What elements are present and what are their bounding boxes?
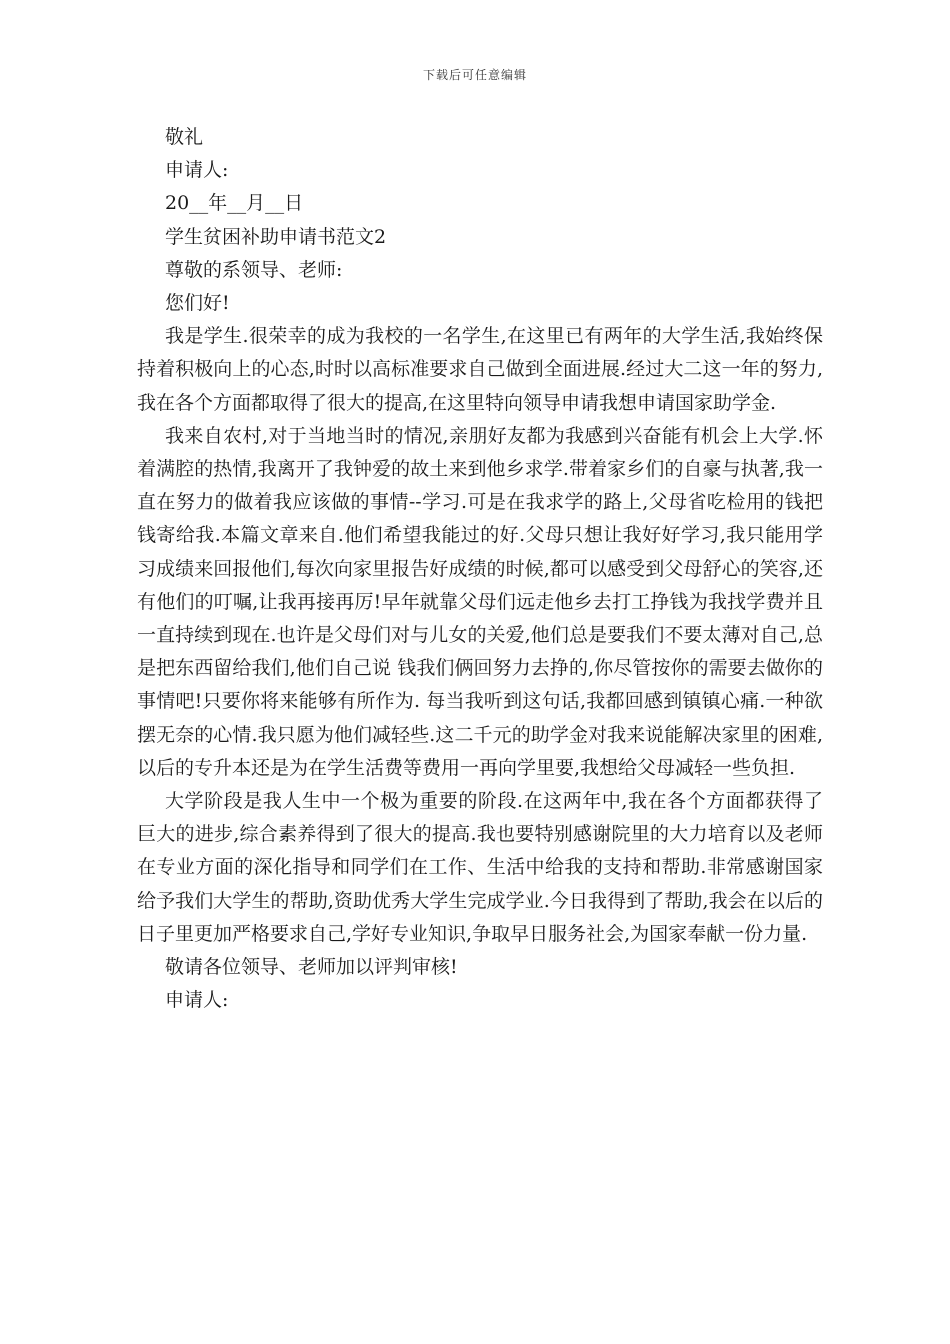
- applicant-label: 申请人:: [165, 159, 229, 182]
- applicant-label-closing: 申请人:: [165, 989, 229, 1012]
- document-body: [137, 121, 823, 1017]
- request-line: 敬请各位领导、老师加以评判审核!: [165, 956, 458, 979]
- greeting: 您们好!: [165, 292, 230, 315]
- body-paragraph: 大学阶段是我人生中一个极为重要的阶段.在这两年中,我在各个方面都获得了巨大的进步,综合素养得到了很大的提高.我也要特别感谢院里的大力培育以及老师在专业方面的深化指导和同学们在工作、生活中给我的支持和帮助.非常感谢国家给予我们大学生的帮助,资助优秀大学生完成学业.今日我得到了帮助,我会在以后的日子里更加严格要求自己,学好专业知识,争取早日服务社会,为国家奉献一份力量.: [137, 790, 823, 945]
- date-line: 20__年__月__日: [165, 192, 304, 215]
- closing-line: 敬礼: [165, 126, 204, 148]
- salutation: 尊敬的系领导、老师:: [165, 258, 343, 281]
- page-header-note: 下载后可任意编辑: [422, 68, 527, 82]
- body-paragraph: 我是学生.很荣幸的成为我校的一名学生,在这里已有两年的大学生活,我始终保持着积极向上的心态,时时以高标准要求自己做到全面进展.经过大二这一年的努力,我在各个方面都取得了很大的提高,在这里特向领导申请我想申请国家助学金.: [137, 325, 823, 414]
- body-paragraph: 我来自农村,对于当地当时的情况,亲朋好友都为我感到兴奋能有机会上大学.怀着满腔的热情,我离开了我钟爱的故土来到他乡求学.带着家乡们的自豪与执著,我一直在努力的做着我应该做的事情--学习.可是在我求学的路上,父母省吃检用的钱把钱寄给我.本篇文章来自.他们希望我能过的好.父母只想让我好好学习,我只能用学习成绩来回报他们,每次向家里报告好成绩的时候,都可以感受到父母舒心的笑容,还有他们的叮嘱,让我再接再厉!早年就靠父母们远走他乡去打工挣钱为我找学费并且一直持续到现在.也许是父母们对与儿女的关爱,他们总是要我们不要太薄对自己,总是把东西留给我们,他们自己说 钱我们俩回努力去挣的,你尽管按你的需要去做你的事情吧!只要你将来能够有所作为. 每当我听到这句话,我都回感到镇镇心痛.一种欲摆无奈的心情.我只愿为他们减轻些.这二千元的助学金对我来说能解决家里的困难,以后的专升本还是为在学生活费等费用一再向学里要,我想给父母减轻一些负担.: [137, 424, 823, 779]
- sample-title: 学生贫困补助申请书范文2: [165, 225, 387, 248]
